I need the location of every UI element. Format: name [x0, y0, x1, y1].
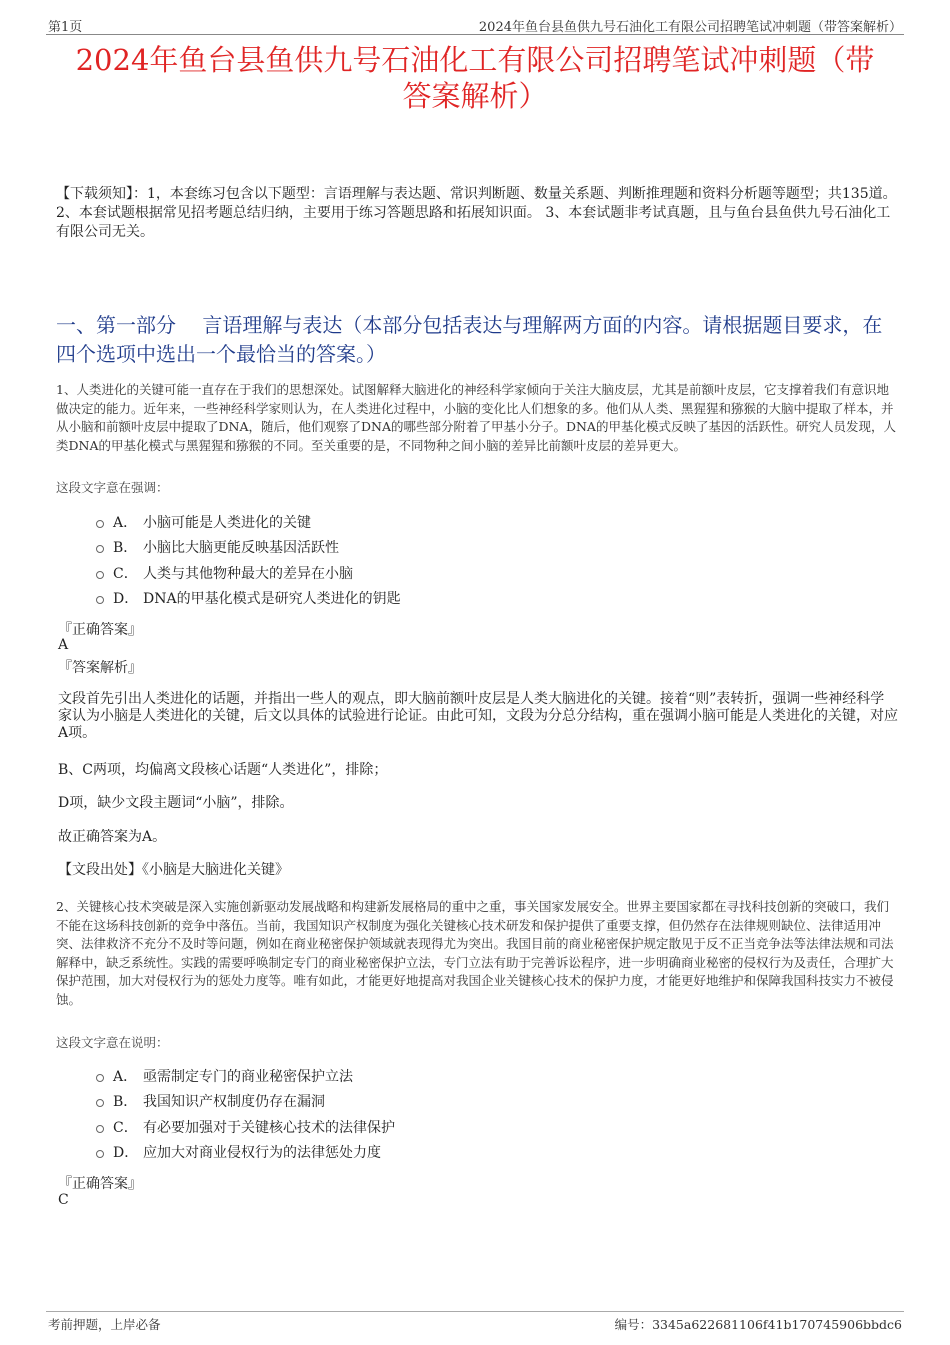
option-letter: B． [113, 1094, 138, 1111]
question-1-analysis-paragraph: 故正确答案为A。 [58, 829, 167, 845]
option-text: 我国知识产权制度仍存在漏洞 [143, 1094, 325, 1111]
question-1-text: 1、人类进化的关键可能一直存在于我们的思想深处。试图解释大脑进化的神经科学家倾向于关注大脑皮层，尤其是前额叶皮层，它支撑着我们有意识地做决定的能力。近年来，一些神经科学家则认为，在人类进化过程中，小脑的变化比人们想象的多。他们从人类、黑猩猩和猕猴的大脑中提取了样本，并从小脑和前额叶皮层中提取了DNA，随后，他们观察了DNA的哪些部分附着了甲基小分子。DNA的甲基化模式反映了基因的活跃性。研究人员发现，人类DNA的甲基化模式与黑猩猩和猕猴的不同。至关重要的是，不同物种之间小脑的差异比前额叶皮层的差异更大。 [56, 382, 896, 453]
radio-icon[interactable] [96, 520, 104, 528]
title-line-1: 2024年鱼台县鱼供九号石油化工有限公司招聘笔试冲刺题（带 [75, 43, 875, 77]
option-text: 应加大对商业侵权行为的法律惩处力度 [143, 1145, 381, 1162]
radio-icon[interactable] [96, 596, 104, 604]
question-2-text: 2、关键核心技术突破是深入实施创新驱动发展战略和构建新发展格局的重中之重，事关国家发展安全。世界主要国家都在寻找科技创新的突破口，我们不能在这场科技创新的竞争中落伍。当前，我国知识产权制度为强化关键核心技术研发和保护提供了重要支撑，但仍然存在法律规则缺位、法律适用冲突、法律救济不充分不及时等问题，例如在商业秘密保护领域就表现得尤为突出。我国目前的商业秘密保护规定散见于反不正当竞争法等法律法规和司法解释中，缺乏系统性。实践的需要呼唤制定专门的商业秘密保护立法，专门立法有助于完善诉讼程序，进一步明确商业秘密的侵权行为及责任，合理扩大保护范围，加大对侵权行为的惩处力度等。唯有如此，才能更好地提高对我国企业关键核心技术的保护力度，才能更好地维护和保障我国科技实力不被侵蚀。 [56, 899, 894, 1007]
question-2-options [96, 1063, 395, 1165]
question-2-option-a[interactable] [96, 1063, 395, 1089]
radio-icon[interactable] [96, 1150, 104, 1158]
option-text: 人类与其他物种最大的差异在小脑 [143, 565, 353, 582]
radio-icon[interactable] [96, 1074, 104, 1082]
radio-icon[interactable] [96, 571, 104, 579]
question-1-option-c[interactable] [96, 560, 401, 586]
question-1-option-d[interactable] [96, 586, 401, 612]
question-1-answer: A [58, 637, 69, 653]
question-2-option-c[interactable] [96, 1114, 395, 1140]
option-letter: C． [113, 1119, 138, 1136]
question-1-analysis-paragraph: D项，缺少文段主题词“小脑”，排除。 [58, 795, 294, 811]
footer-slogan: 考前押题，上岸必备 [48, 1317, 161, 1332]
option-letter: A． [113, 1068, 138, 1085]
question-2-prompt: 这段文字意在说明： [56, 1035, 169, 1050]
question-1-option-a[interactable] [96, 509, 401, 535]
question-1-prompt: 这段文字意在强调： [56, 480, 169, 495]
page-header [46, 14, 904, 35]
radio-icon[interactable] [96, 545, 104, 553]
section-title: 一、第一部分 言语理解与表达（本部分包括表达与理解两方面的内容。请根据题目要求，在四个选项中选出一个最恰当的答案。） [56, 313, 883, 366]
header-doc-title: 2024年鱼台县鱼供九号石油化工有限公司招聘笔试冲刺题（带答案解析） [478, 20, 902, 35]
option-letter: D． [113, 1145, 139, 1162]
option-letter: A． [113, 514, 138, 531]
option-text: 亟需制定专门的商业秘密保护立法 [143, 1068, 353, 1085]
question-2-answer: C [58, 1192, 69, 1208]
page-number: 第1页 [48, 20, 83, 35]
document-title [46, 42, 904, 114]
radio-icon[interactable] [96, 1099, 104, 1107]
option-letter: B． [113, 540, 138, 557]
question-2-option-d[interactable] [96, 1140, 395, 1166]
title-line-2: 答案解析） [402, 79, 548, 113]
question-1-analysis-paragraph: 文段首先引出人类进化的话题，并指出一些人的观点，即大脑前额叶皮层是人类大脑进化的关键。接着“则”表转折，强调一些神经科学家认为小脑是人类进化的关键，后文以具体的试验进行论证。由此可知，文段为分总分结构，重在强调小脑可能是人类进化的关键，对应A项。 [58, 691, 898, 741]
option-letter: C． [113, 565, 138, 582]
question-1-options [96, 509, 401, 611]
download-notice: 【下载须知】：1，本套练习包含以下题型：言语理解与表达题、常识判断题、数量关系题、判断推理题和资料分析题等题型；共135道。 2、本套试题根据常见招考题总结归纳，主要用于练习答题思路和拓展知识面。 3、本套试题非考试真题，且与鱼台县鱼供九号石油化工有限公司无关。 [56, 186, 897, 240]
option-text: 小脑可能是人类进化的关键 [143, 514, 311, 531]
footer-doc-id: 编号：3345a622681106f41b170745906bbdc6 [614, 1317, 902, 1332]
option-letter: D． [113, 591, 139, 608]
page-footer [46, 1311, 904, 1334]
question-2-option-b[interactable] [96, 1089, 395, 1115]
question-1-source: 【文段出处】《小脑是大脑进化关键》 [58, 862, 289, 878]
question-2-answer-label: 『正确答案』 [58, 1176, 142, 1192]
question-1-analysis-paragraph: B、C两项，均偏离文段核心话题“人类进化”，排除； [58, 762, 388, 778]
question-1-analysis-label: 『答案解析』 [58, 660, 142, 676]
option-text: DNA的甲基化模式是研究人类进化的钥匙 [143, 591, 401, 608]
option-text: 小脑比大脑更能反映基因活跃性 [143, 540, 339, 557]
question-1-answer-label: 『正确答案』 [58, 622, 142, 638]
option-text: 有必要加强对于关键核心技术的法律保护 [143, 1119, 395, 1136]
question-1-option-b[interactable] [96, 535, 401, 561]
radio-icon[interactable] [96, 1125, 104, 1133]
